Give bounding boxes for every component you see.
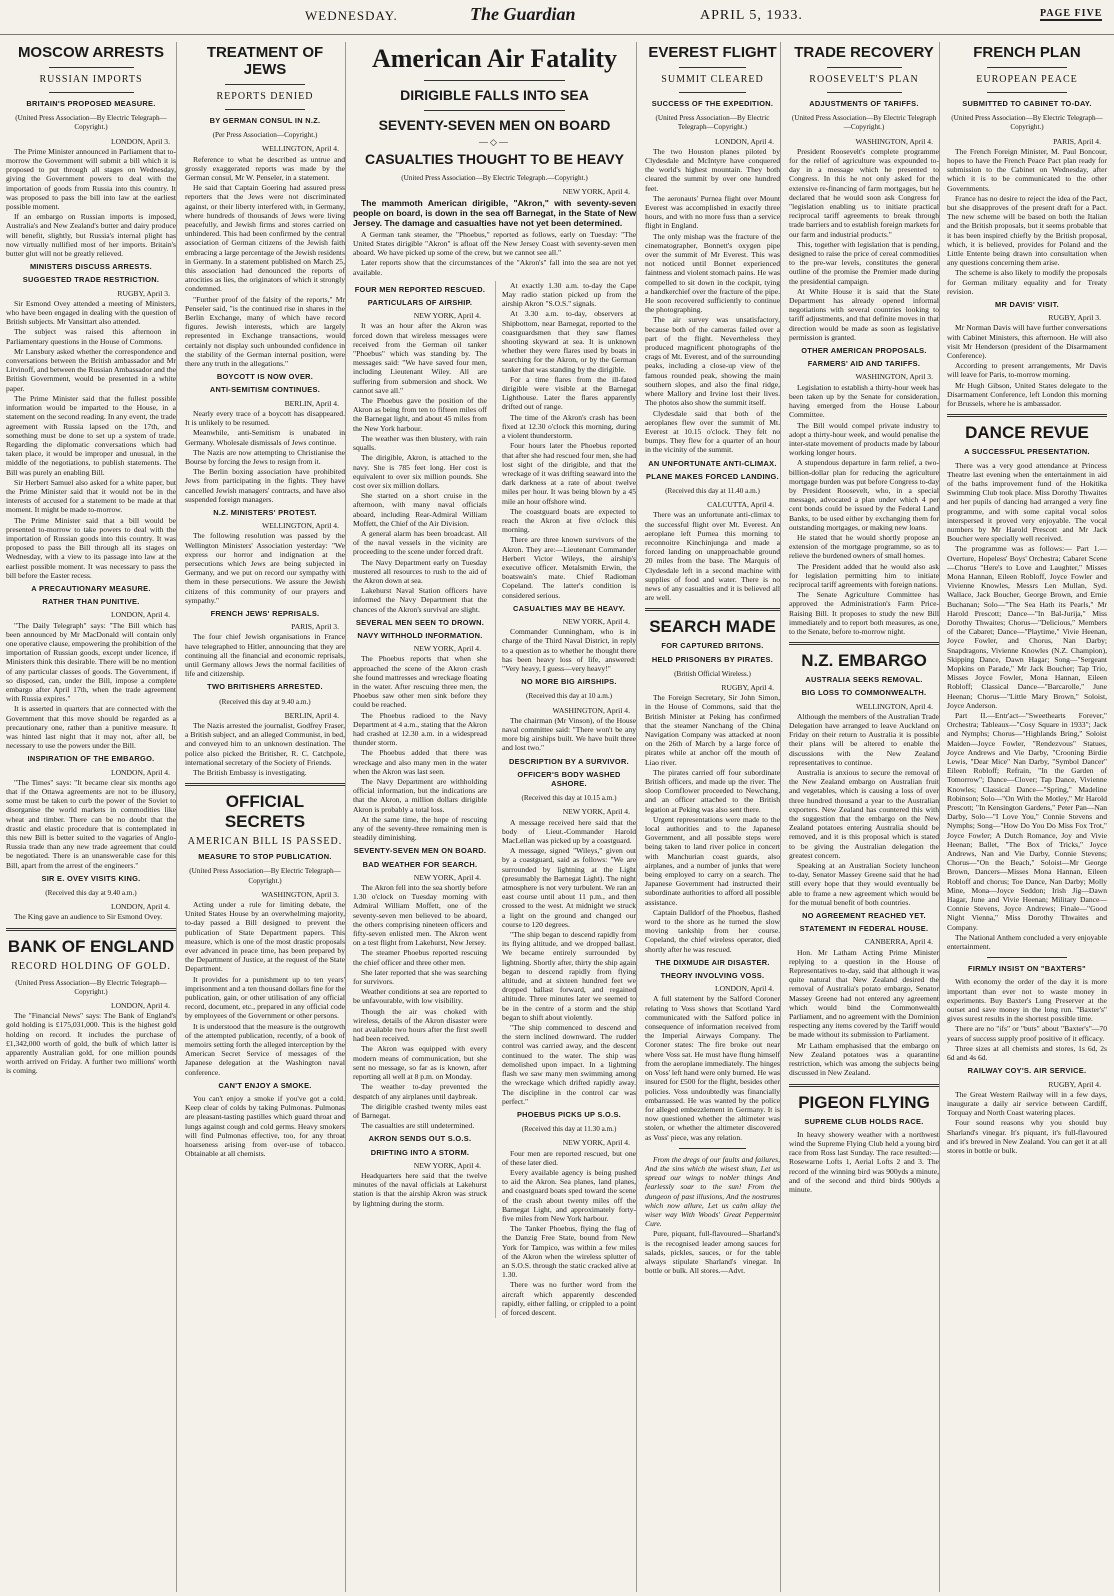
deck: SUCCESS OF THE EXPEDITION. — [651, 99, 774, 108]
paragraph: Acting under a rule for limiting debate, the United States House by an overwhelming majority, to-day passed a Bill designed to prevent the publication of State Department papers. This measure, which is one of the most drastic proposals ever advanced in peace time, has been prepared by the Department of Justice, at the request of the State Department. — [185, 900, 345, 974]
paragraph: "Further proof of the falsity of the reports," Mr Penseler said, "is the continued rise in shares in the Berlin Exchange, many of which have record figures. Jewish interests, which are largely represented in Exchange transactions, would certainly not display such unbounded confidence in the stability of the German internal position, were there any truth in the allegations." — [185, 294, 345, 369]
dateline: NEW YORK, April 4. — [562, 1138, 630, 1148]
divider — [947, 414, 1107, 417]
paragraph: The Phoebus added that there was wreckage and also many men in the water when the Akron was last seen. — [353, 748, 487, 776]
subhead: SEVENTY-SEVEN MEN ON BOARD — [378, 117, 611, 133]
paragraph: Later reports show that the circumstances of the "Akron's" fall into the sea are not yet available. — [353, 258, 636, 277]
deck: PHOEBUS PICKS UP S.O.S. — [516, 1109, 622, 1119]
subhead: SUMMIT CLEARED — [661, 74, 764, 85]
deck: DRIFTING INTO A STORM. — [370, 1147, 470, 1157]
divider — [827, 92, 902, 93]
subcolumn-left — [353, 281, 487, 1318]
paragraph: "The Daily Telegraph" says: "The Bill which has been announced by Mr MacDonald will contain only one operative clause, empowering the prohibition of the importation of Russian goods, except under licence, if Ministers think this desirable. There will be no mention of any particular classes of goods. The Government, if so disposed, can, under the Bill, impose a complete embargo after April 17th, when the trade agreement with Russia expires." — [6, 620, 176, 704]
masthead — [0, 0, 1114, 35]
paragraph: Lakehurst Naval Station officers have informed the Navy Department that the chances of the Akron's survival are slight. — [353, 586, 487, 614]
headline-search-made: SEARCH MADE — [649, 617, 776, 637]
paragraph: Nearly every trace of a boycott has disappeared. It is unlikely to be resumed. — [185, 408, 345, 428]
paragraph: The Berlin boxing association have prohibited Jews from participating in the fights. They have cancelled Jewish managers' contracts, and have also suspended foreign managers. — [185, 467, 345, 504]
headline-dance-revue: DANCE REVUE — [965, 423, 1089, 443]
deck: BOYCOTT IS NOW OVER. — [216, 372, 314, 382]
headline-official-secrets: OFFICIAL SECRETS — [224, 792, 306, 832]
paragraph: Commander Cunningham, who is in charge of the Third Naval District, in reply to a question as to whether he thought there has been heavy loss of life, answered: "Very heavy, I guess—very heavy!" — [502, 627, 636, 673]
dateline: WELLINGTON, April 4. — [261, 521, 339, 531]
dateline: LONDON, April 4. — [714, 136, 774, 146]
divider — [424, 110, 566, 111]
received-line: (Received this day at 10 a.m.) — [525, 692, 613, 701]
divider — [49, 67, 134, 68]
paragraph: It provides for a punishment up to ten years' imprisonment and a ten thousand dollars fine for the publication, gain, or other utilisation of any official record, document, etc., prepared in any official code by employees of the Government or other persons. — [185, 974, 345, 1021]
divider — [185, 783, 345, 786]
paragraph: Sir Esmond Ovey attended a meeting of Ministers, who have been engaged in dealing with the question of British subjects. Mr Vansittart also attended. — [6, 298, 176, 327]
advertisement-verse: From the dregs of our faults and failures, And the sins which the wisest shun, Let us spread our wings to nobler things And fearlessly soar to the sun! From the dungeon of past illusions, And the nostrums which now allure, Let us calm allay the wiser way With Woods' Great Peppermint Cure. — [645, 1154, 780, 1229]
column-2 — [185, 42, 346, 1592]
paragraph: The Prime Minister said that a bill would be presented to-morrow to take powers to deal with the importation of Russian goods into this country. It was proposed to pass the Bill through all its stages on Wednesday, with a view to its passage into law at the earliest possible moment. It was necessary to pass the bill before the Easter recess. — [6, 515, 176, 580]
paragraph: Hon. Mr Latham Acting Prime Minister replying to a question in the House of Representatives to-day, said that although it was quite natural that New Zealand desired the removal of Australia's potato embargo, Senator Massey Greene had not entered any agreement which would bind the Commonwealth Parliament, and no agreement with the Dominion respecting any items covered by the Tariff would be made without its submission to Parliament. — [789, 947, 939, 1040]
paragraph: The casualties are still undetermined. — [361, 1121, 475, 1131]
deck: NO AGREEMENT REACHED YET. — [802, 911, 926, 921]
paragraph: The air survey was unsatisfactory, because both of the cameras failed over a part of the flight. Nevertheless they produced magnificent photographs of the crags of Mt. Everest, and of the surrounding peaks, including a close-up view of the famous rounded peak, showing the main southern slopes, and also the final ridge, where Mallory and Irvine lost their lives. The photos also show the summit itself. — [645, 315, 780, 408]
headline-trade-recovery: TRADE RECOVERY — [794, 44, 934, 61]
dateline: RUGBY, April 3. — [117, 288, 170, 298]
advertisement-text: With economy the order of the day it is more important than ever not to waste money in experiments. Buy Baxter's Lung Preserver at the outset and save money in the long run. "Baxter's" gives surest results in the shortest possible time. — [947, 977, 1107, 1024]
dateline: WELLINGTON, April 4. — [855, 701, 933, 711]
deck: FOUR MEN REPORTED RESCUED. — [354, 284, 486, 294]
paragraph: The Phoebus reports that when she approached the scene of the Akron crash she found mattresses and wreckage floating in the water. After rescuing three men, the Phoebus saw other men sink before they could be reached. — [353, 654, 487, 710]
headline-pigeon-flying: PIGEON FLYING — [798, 1092, 930, 1112]
paragraph: The Nazis are now attempting to Christianise the Bourse by forcing the Jews to resign from it. — [185, 447, 345, 466]
paragraph: The Phoebus radioed to the Navy Department at 4 a.m., stating that the Akron had crashed at 12.30 a.m. in a widespread thunder storm. — [353, 710, 487, 748]
dateline: RUGBY, April 3. — [1048, 313, 1101, 323]
deck: AN UNFORTUNATE ANTI-CLIMAX. — [648, 458, 777, 468]
deck: STATEMENT IN FEDERAL HOUSE. — [799, 924, 929, 934]
divider — [789, 1084, 939, 1087]
column-4 — [645, 42, 781, 1592]
received-line: (Received this day at 11.30 a.m.) — [521, 1125, 617, 1134]
paragraph: The Tanker Phoebus, flying the flag of the Danzig Free State, bound from New York for Tampico, was within a few miles of the Akron when the wireless splutter of an S.O.S. through the static cracked alive at 1.30. — [502, 1224, 636, 1280]
deck: THEORY INVOLVING VOSS. — [660, 971, 765, 981]
dateline: CALCUTTA, April 4. — [707, 500, 774, 510]
paragraph: Reference to what he described as untrue and grossly exaggerated reports was made by the German consul, Mr W. Penseler, in a statement. — [185, 154, 345, 183]
masthead-day: WEDNESDAY. — [305, 8, 398, 23]
deck: HELD PRISONERS BY PIRATES. — [651, 654, 774, 664]
paragraph: The Akron was equipped with every modern means of communication, but she sent no message, so far as is known, after reporting all well at 8 p.m. on Monday. — [353, 1044, 487, 1082]
deck: SUPREME CLUB HOLDS RACE. — [804, 1116, 924, 1126]
paragraph: Sir Herbert Samuel also asked for a white paper, but the Prime Minister said that it would not be in the interests of accused for a statement to be made at that moment. It might be made to-morrow. — [6, 477, 176, 515]
deck: MEASURE TO STOP PUBLICATION. — [198, 852, 332, 862]
paragraph: Speaking at an Australian Society luncheon to-day, Senator Massey Greene said that he had still every hope that they would eventually be able to frame a new agreement which would be for the mutual benefit of both countries. — [789, 861, 939, 907]
subhead: AMERICAN BILL IS PASSED. — [187, 836, 343, 848]
dateline: NEW YORK, April 4. — [562, 807, 630, 817]
paragraph: She started on a short cruise in the afternoon, with many naval officials aboard, including Rear-Admiral William Moffett, the Chief of the Air Division. — [353, 491, 487, 528]
dateline: NEW YORK, April 4. — [562, 187, 630, 197]
paragraph: A German tank steamer, the "Phoebus," reported as follows, early on Tuesday: "The United States dirigible "Akron" is afloat off the New Jersey Coast with seventy-seven men aboard. We have picked up some of the crew, but we cannot see all." — [353, 229, 636, 258]
advertisement-text: Three sizes at all chemists and stores, 1s 6d, 2s 6d and 4s 6d. — [947, 1043, 1107, 1063]
deck: NO MORE BIG AIRSHIPS. — [521, 677, 617, 687]
paragraph: The steamer Phoebus reported rescuing the chief officer and three other men. — [353, 948, 487, 967]
credit-line: (United Press Association—By Electric Telegraph—Copyright.) — [15, 114, 167, 132]
paragraph: Four men are reported rescued, but one of these later died. — [502, 1148, 636, 1167]
credit-line: (United Press Association—By Electric Telegraph—Copyright.) — [189, 867, 341, 885]
paragraph: Mr Latham emphasised that the embargo on New Zealand potatoes was a quarantine restriction, which was among the subjects being discussed in New Zealand. — [789, 1040, 939, 1078]
dateline: WASHINGTON, April 3. — [855, 372, 933, 382]
received-line: (Received this day at 11.40 a.m.) — [665, 486, 760, 495]
column-5 — [789, 42, 940, 1592]
deck: FIRMLY INSIST ON "BAXTERS" — [968, 964, 1086, 974]
deck: BIG LOSS TO COMMONWEALTH. — [801, 688, 927, 698]
deck: CAN'T ENJOY A SMOKE. — [218, 1080, 312, 1090]
divider — [679, 67, 747, 68]
divider — [6, 928, 176, 931]
dateline: PARIS, April 4. — [1053, 136, 1101, 146]
headline-moscow-arrests: MOSCOW ARRESTS — [17, 44, 165, 61]
divider — [987, 67, 1067, 68]
masthead-page-number: PAGE FIVE — [1040, 8, 1103, 19]
paragraph: If an embargo on Russian imports is imposed, Australia's and New Zealand's butter and dairy produce will benefit, slightly, but Russia's internal plight has now virtually nullified most of her imports. Britain's butter glut will not be greatly relieved. — [6, 212, 176, 259]
paragraph: There was a very good attendance at Princess Theatre last evening when the entertainment in aid of the baths improvement fund of the Hokitika Swimming Club took place. Miss Dorothy Thwaites and her pupils of dancing had arranged a very fine programme, and with some capital vocal solos interspersed it proved very enjoyable. The vocal numbers by Mr Harold Prescott and Mr Jack Boucher were specially well received. — [947, 460, 1107, 544]
deck: ANTI-SEMITISM CONTINUES. — [209, 385, 321, 395]
divider — [49, 92, 134, 93]
deck: RAILWAY COY'S. AIR SERVICE. — [967, 1066, 1087, 1076]
divider — [827, 67, 902, 68]
paragraph: The pirates carried off four subordinate British officers, and made up the river. The sloop Cornflower proceeded to Newchang, and an officer attached to the British legation at Peking was also sent there. — [645, 767, 780, 814]
paragraph: Although the members of the Australian Trade Delegation have arranged to leave Auckland on Friday on their return to Australia it is possible their plans will be altered to enable the discussions with the New Zealand representatives to continue. — [789, 711, 939, 767]
paragraph: Captain Dalldorf of the Phoebus, flashed word to the shore as he turned the slow moving tankship from her course. Copeland, the chief wireless operator, died shortly after he was rescued. — [645, 907, 780, 954]
dateline: NEW YORK, April 4. — [413, 1160, 481, 1170]
deck: PLANE MAKES FORCED LANDING. — [646, 471, 779, 481]
subhead: RUSSIAN IMPORTS — [39, 74, 143, 85]
deck: MR DAVIS' VISIT. — [995, 300, 1059, 310]
deck: SUGGESTED TRADE RESTRICTION. — [22, 275, 160, 285]
deck: AUSTRALIA SEEKS REMOVAL. — [805, 675, 923, 685]
divider — [987, 957, 1067, 958]
deck: SEVERAL MEN SEEN TO DROWN. — [355, 617, 485, 627]
deck: BRITAIN'S PROPOSED MEASURE. — [26, 99, 156, 108]
paragraph: The Nazis arrested the journalist, Godfrey Fraser, a British subject, and an alleged Communist, in bed, and conveyed him to an unknown destination. The police also picked the Britisher, R. C. Catchpole, international secretary of the Society of Friends. — [185, 720, 345, 767]
subcolumn-right — [495, 281, 636, 1318]
received-line: (Received this day at 9.40 a.m.) — [45, 889, 137, 898]
paragraph: Weather conditions at sea are reported to be unfavourable, with low visibility. — [353, 987, 487, 1006]
paragraph: There was an unfortunate anti-climax to the successful flight over Mt. Everest. An aeroplane left Purnea this morning to reconnoitre Kinchinjunga and made a forced landing on unapproachable ground 20 miles from the base. The Marquis of Clydesdale left in a second machine with supplies of food and water. There is no news of any casualties and it is believed all are well. — [645, 510, 780, 603]
ornament: —◇— — [479, 137, 510, 147]
paragraph: The scheme is also likely to modify the proposals for German military equality and for Treaty revision. — [947, 268, 1107, 296]
dateline: NEW YORK, April 4. — [562, 616, 630, 626]
deck: FRENCH JEWS' REPRISALS. — [210, 608, 320, 618]
deck: OTHER AMERICAN PROPOSALS. — [801, 346, 927, 356]
column-3-air-fatality — [353, 42, 637, 1592]
dateline: WASHINGTON, April 4. — [552, 705, 630, 715]
paragraph: There are three known survivors of the Akron. They are:—Lieutenant Commander Herbert Victor Wileys, the airship's executive officer. Metalsmith Erwin, the boatswain's mate. Chief Radioman Copeland. The latter's condition is considered serious. — [502, 535, 636, 600]
dateline: LONDON, April 3. — [110, 136, 170, 146]
paragraph: The subject was raised this afternoon in Parliamentary questions in the House of Commons. — [6, 327, 176, 346]
credit-line: (United Press Association—By Electric Telegraph.—Copyright.) — [401, 174, 588, 183]
paragraph: The aeronauts' Purnea flight over Mount Everest was accomplished in exactly three hours, and with no more fuss than a service flight in England. — [645, 193, 780, 231]
paragraph: The French Foreign Minister, M. Paul Boncour, hopes to have the French Peace Pact plan ready for submission to the Cabinet on Wednesday, after which it is to be communicated to the other Governments. — [947, 146, 1107, 193]
paragraph: The dirigible, Akron, is attached to the navy. She is 785 feet long. Her cost is equivalent to over six million pounds. She cost over six million dollars. — [353, 453, 487, 490]
divider — [679, 1148, 747, 1149]
headline-everest-flight: EVEREST FLIGHT — [648, 44, 777, 61]
advertisement-text: Four sound reasons why you should buy Sharland's vinegar. It's piquant, it's full-flavoured and it's brewed in New Zealand. You can get it at all stores in bottle or bulk. — [947, 1118, 1107, 1155]
masthead-paper-name: The Guardian — [470, 4, 576, 24]
paragraph: The four chief Jewish organisations in France have telegraphed to Hitler, announcing that they are continuing all the financial and economic reprisals, until Germany allows Jews the normal facilities of life and citizenship. — [185, 632, 345, 679]
paragraph: The weather was then blustery, with rain squalls. — [353, 433, 487, 453]
headline-treatment-of-jews: TREATMENT OF JEWS — [206, 44, 324, 78]
divider — [225, 84, 305, 85]
subhead: RECORD HOLDING OF GOLD. — [11, 960, 171, 972]
divider — [987, 92, 1067, 93]
paragraph: Every available agency is being pushed to aid the Akron. Sea planes, land planes, and coastguard boats sped toward the scene of the crash about twenty miles off the Barnegat Light, and approximately forty-five miles from New York harbour. — [502, 1167, 636, 1223]
credit-line: (United Press Association—By Electric Telegraph—Copyright.) — [791, 114, 937, 132]
dateline: LONDON, April 4. — [110, 767, 170, 777]
dateline: LONDON, April 4. — [714, 984, 774, 994]
subhead: CASUALTIES THOUGHT TO BE HEAVY — [364, 151, 624, 168]
dateline: BERLIN, April 4. — [284, 398, 339, 408]
paragraph: France has no desire to reject the idea of the Pact, but she disapproves of the present draft for a Pact. The new scheme will be based on both the Italian and the British proposals, but it seems probable that it has been inspired chiefly by the British proposal, which, it is believed, provides for Poland and the Little Entente being drawn into consultation when any questions concerning them arise. — [947, 193, 1107, 268]
paragraph: Clydesdale said that both of the aeroplanes flew over the summit of Mt. Everest at 10.15 o'clock. They felt no bumps. They flew for a quarter of an hour in the vicinity of the summit. — [645, 408, 780, 455]
paragraph: Mr Lansbury asked whether the correspondence and conversations between the British ambassador and Mr Litvinoff, and between the Russian Ambassador and the British Government, would be presented in a white paper. — [6, 346, 176, 393]
paragraph: She later reported that she was searching for survivors. — [353, 967, 487, 987]
deck: THE DIXMUDE AIR DISASTER. — [655, 957, 770, 967]
deck: SIR E. OVEY VISITS KING. — [41, 873, 141, 883]
paragraph: A full statement by the Salford Coroner relating to Voss shows that Scotland Yard communicated with the Salford police in consequence of information received from the Imperial Airways Company. The Coroner states: The fire broke out near where Voss sat. He must have flung himself from the aeroplane immediately. The hinges on Voss' left hand were only burned. He was insured for £500 for the flight, besides other policies. Voss undoubtedly was financially embarrassed. He was wanted by the police for alleged embezzlement in Germany. It is now questioned whether the altimeter was stolen, or whether the altimeter discovered as Voss' piece, was any relation. — [645, 994, 781, 1142]
paragraph: The British Embassy is investigating. — [193, 768, 307, 777]
paragraph: "The ship began to descend rapidly from its flying altitude, and we dropped ballast. We became entirely surrounded by lightning. Shortly after, thirty the ship again began to descend rapidly from flying altitude, and at sixteen hundred feet we dropped ballast forward, and regained altitude. Three minutes later we seemed to be in the centre of a storm and the ship began to shift about violently. — [502, 930, 636, 1022]
paragraph: Mr Hugh Gibson, United States delegate to the Disarmament Conference, left London this morning for Brussels, where he is ambassador. — [947, 380, 1107, 409]
headline-bank-of-england: BANK OF ENGLAND — [7, 936, 175, 956]
received-line: (Received this day at 9.40 a.m.) — [219, 697, 311, 706]
paragraph: A message received here said that the body of Lieut.-Commander Harold MacLellan was picked up by a coastguard. — [502, 817, 636, 846]
paragraph: Legislation to establish a thirty-hour week has been taken up by the Senate for consideration, having emerged from the House Labour Committee. — [789, 382, 939, 420]
credit-line: (United Press Association—By Electric Telegraph—Copyright.) — [951, 114, 1103, 132]
dateline: NEW YORK, April 4. — [413, 311, 481, 321]
dateline: WELLINGTON, April 4. — [261, 144, 339, 154]
headline-american-air-fatality: American Air Fatality — [371, 44, 618, 73]
dateline: LONDON, April 4. — [110, 902, 170, 912]
paragraph: At exactly 1.30 a.m. to-day the Cape May radio station picked up from the airship Akron "S.O.S." signals. — [502, 280, 636, 309]
paragraph: "The ship commenced to descend and the stern inclined downward. The rudder control was carried away, and the descent continued to the water. The ship was demolished upon impact. In a lightning flash we saw many men swimming among the wreckage which drifted rapidly away. The discipline in the control car was perfect." — [502, 1023, 636, 1106]
paragraph: The programme was as follows:— Part 1.—Overture, Hopeless' Boys' Orchestra; Cabaret Scene—Chorus "Here's to Love and Laughter," Misses Mona Hannan, Eileen Robloff, Joyce Fowler and Vivienne Knowles, Messrs Len Mullan, Syd. Wallace, Jack Boucher, George Brown, and Ernie Buchanan; Solo—"The Sea Hath its Pearls," Mr Harold Prescott; Dance—"In Bal-Jurija," Miss Dorothy Thwaites; Chorus—"Delicious," Members of the Cabaret; Dance—"Playtime," Vivie Heenan, Joyce Fowler, and Chorus, Nan Darby; Snapdragons, Vivienne Knowles (N.Z. Champion), Skipping Dance, Dawn Hagar; Song—"Sergeant Mopkins on Parade," Mr Jack Boucher; Tap Trio, Misses Joyce Fowler, Mona Hannan, Eileen Robloff; Classical Dance—"Barcarolle," June Heenan; Chorus—"Little Mary Brown," Soloist, Joyce Anderson. — [947, 544, 1107, 710]
deck: NAVY WITHHOLD INFORMATION. — [357, 630, 483, 640]
paragraph: Mr Norman Davis will have further conversations with Cabinet Ministers, this afternoon. He will also visit Mr Henderson (president of the Disarmament Conference). — [947, 323, 1107, 361]
paragraph: According to present arrangements, Mr Davis will leave for Paris, to-morrow morning. — [947, 361, 1107, 380]
paragraph: The only mishap was the fracture of the cinematographer, Bonnett's oxygen pipe over the summit of Mr Everest. This was not noticed until Bonnet experienced faintness and violent stomach pains. He was compelled to sit down in the cockpit, tying a handkerchief over the fracture of the pipe. He soon recovered sufficiently to continue the photographing. — [645, 231, 780, 315]
paragraph: The Prime Minister said that the fullest possible information would be imparted to the House, in a statement on the second reading. In any event, the trade agreement with Russia lapsed on the 17th, and something must be done to set up a system of trade. Regarding the diplomatic conversations which had taken place, it would be improper and unusual, in the middle of the negotiations, to publish statements. The Bill was purely an enabling Bill. — [6, 393, 176, 477]
deck: BY GERMAN CONSUL IN N.Z. — [209, 116, 321, 125]
paragraph: This, together with legislation that is pending, designed to raise the price of cereal commodities to the pre-war levels, constitutes the general outline of the promise the Premier made during the presidential campaign. — [789, 239, 939, 286]
paragraph: A stupendous departure in farm relief, a two-billion-dollar plan for reducing the agriculture mortgage burden was put before Congress to-day by President Roosevelt, who, in a special message, advocated a plan under which 4 per cent bonds could be issued by the Federal Land Banks, to be used either by exchanging them for outstanding mortgages, or making new loans. — [789, 458, 939, 532]
paragraph: At the same time, the hope of rescuing any of the seventy-three remaining men is steadily diminishing. — [353, 814, 487, 843]
advertisement-text: You can't enjoy a smoke if you've got a cold. Keep clear of colds by taking Pulmonas. Pulmonas are pleasant-tasting pastilles which guard throat and lungs against cough and cold germs. Heavy smokers will find Pulmonas effective, too, for any throat hoarseness arising from over-use of tobacco. Obtainable at all chemists. — [185, 1094, 345, 1159]
paragraph: He said that Captain Goering had assured press reporters that the Jews were not discriminated against, or their liberty interfered with, in Germany, where hundreds of thousands of Jews were living peacefully, and Jewish firms and stores carried on unhindered. This had been confirmed by the central association of German citizens of the Jewish faith embracing a large percentage of the Jewish residents in Germany. In a statement published on March 25, this association had denounced the reports of atrocities as lies, the originators of which it strongly condemned. — [185, 183, 345, 294]
subhead: REPORTS DENIED — [216, 91, 314, 102]
paragraph: The time of the Akron's crash has been fixed at 12.30 o'clock this morning, during a violent thunderstorm. — [502, 412, 636, 441]
paragraph: The National Anthem concluded a very enjoyable entertainment. — [947, 932, 1107, 952]
paragraph: The Senate Agriculture Committee has approved the Administration's Farm Price-Raising Bill. It proposes to study the new Bill immediately and to report both measures, as one, to the Senate, before to-morrow night. — [789, 590, 939, 636]
dateline: BERLIN, April 4. — [284, 710, 339, 720]
column-6 — [947, 42, 1107, 1592]
paragraph: Part II.—Entr'act—"Sweethearts Forever," Orchestra; Tableaux—"Cosy Square in 1933"; Jack and Nymphs; Chorus—"Highlands Bring," Soloist Maiden—Joyce Fowler, "Rendezvous" Statues, Joyce Andrews and Vie Darby, "Crooning Birdie Lewis, "Dear Mice" Nan Darby, "Symbol Dancer" Eileen Robloff; Refrain, "In the Garden of Tomorrow"; Dance—Clover; Tap Dance, Vivienne Knowles; Classical Dance—"Spring," Madeline Robinson; Solo—"On With the Motley," Mr Harold Prescott; "In Kensington Gardens," Peter Pan—Nan Darby, Solo—"I Love You," Connie Stevens and Nymphs; Song—"How Do You Do Miss Fox Trot," Joyce Fowler; A Dutch Romance, Joy and Vivie Heenan; Ballet, "The Box of Tricks," Joyce Andrews, Nan and Vie Darby, Connie Stevens; Chorus—"On the Beach," Soloist—Mr George Brown, Dancers—Misses Mona Hannan, Eileen Robloff and chorus; Toe Dance, Nan Darby; Molly Mine, Mona—Joyce Seddon; Irish Jig—Dawn Hagar, June and Vivie Heenan; Military Dance—Connie Stevens, Joyce Andrews; Finale—"Good Night Vienna," Miss Dorothy Thwaites and Company. — [947, 710, 1107, 932]
credit-line: (United Press Association—By Electric Telegraph—Copyright.) — [15, 978, 167, 996]
dateline: PARIS, April 3. — [291, 622, 339, 632]
paragraph: It is understood that the measure is the outgrowth of the attempted publication, recently, of a book of memoirs setting forth the alleged interception by the American Secret Service of messages of the Japanese delegation at the Washington naval conference. — [185, 1021, 345, 1077]
deck: DESCRIPTION BY A SURVIVOR. — [509, 756, 629, 766]
newspaper-columns — [0, 42, 1114, 1592]
dateline: NEW YORK, April 4. — [413, 644, 481, 654]
paragraph: The "Financial News" says: The Bank of England's gold holding is £175,031,000. This is the highest gold holding on record. It includes the purchase of £1,342,000 worth of gold, the bulk of which latter is apparently Australian gold, for one million pounds worth arrived on Friday. A further two millions' worth is coming. — [6, 1011, 176, 1076]
paragraph: The following resolution was passed by the Wellington Ministers' Association yesterday: "We express our horror and indignation at the persecutions which Jews are being subjected in Germany, and we put on record our sympathy with them in these persecutions. We assure the Jewish citizens of this community of our prayers and sympathy." — [185, 531, 345, 605]
headline-french-plan: FRENCH PLAN — [973, 44, 1081, 61]
paragraph: Australia is anxious to secure the removal of the New Zealand embargo on Australian fruit and vegetables, which is causing a loss of over three hundred thousand a year to the Australian exporters. New Zealand has countered this with the suggestion that the embargo on the New Zealand potatoes entering Australia should be removed, and it is this proposal which is stated to be giving the Australian delegation the greatest concern. — [789, 768, 939, 860]
deck: INSPIRATION OF THE EMBARGO. — [27, 754, 155, 764]
paragraph: President Roosevelt's complete programme for the relief of agriculture was expounded to-day in a message which he presented to Congress. In this he not only asked for the extensive re-financing of farm mortgages, but he declared that he would soon ask Congress for "legislation enabling us to initiate practical reciprocal tariff agreements to break through trade barriers and to establish foreign markets for our farm and industrial products." — [789, 146, 939, 239]
dateline: LONDON, April 4. — [110, 1001, 170, 1011]
headline-nz-embargo: N.Z. EMBARGO — [801, 651, 927, 671]
deck: SUBMITTED TO CABINET TO-DAY. — [962, 99, 1092, 108]
paragraph: Meanwhile, anti-Semitism is unabated in Germany. Wholesale dismissals of Jews continue. — [185, 428, 345, 447]
credit-line: (British Official Wireless.) — [674, 669, 751, 678]
paragraph: Urgent representations were made to the local authorities and to the Japanese Government, and all possible steps were being taken to land river police in concert with Manchurian coast guards, also airplanes, and a number of junks that were being employed to carry on a search. The Japanese Government had instructed their subordinate authorities to afford all possible assistance. — [645, 814, 780, 907]
paragraph: "The Times" says: "It became clear six months ago that if the Ottawa agreements are not to be illusory, some must be taken to curb the power of the Soviet to disorganise the world markets in commodities like wheat and timber. There can be no doubt that the drastic and elastic procedure that is contemplated in this new Bill is better suited to the vagaries of Anglo-Russia trade than any new trade agreement that could be negotiated. There is an unanswerable case for this Bill, apart from the arrest of the engineers." — [6, 777, 176, 870]
deck: N.Z. MINISTERS' PROTEST. — [213, 507, 317, 517]
masthead-date: APRIL 5, 1933. — [700, 8, 803, 23]
deck: RATHER THAN PUNITIVE. — [42, 597, 140, 607]
dateline: WASHINGTON, April 4. — [855, 136, 933, 146]
dateline: NEW YORK, April 4. — [413, 872, 481, 882]
paragraph: For a time flares from the ill-fated dirigible were visible at the Barnegat Lighthouse. Later the flares apparently drifted out of range. — [502, 374, 636, 412]
paragraph: Headquarters here said that the twelve minutes of the naval officials at Lakehurst station is that the airship Akron was struck by lightning during the storm. — [353, 1170, 487, 1208]
paragraph: The Great Western Railway will in a few days, inaugurate a daily air service between Cardiff, Torquay and North Coast watering places. — [947, 1089, 1107, 1118]
deck: AKRON SENDS OUT S.O.S. — [368, 1134, 472, 1144]
subhead: EUROPEAN PEACE — [976, 74, 1078, 85]
deck: A SUCCESSFUL PRESENTATION. — [964, 447, 1090, 457]
subhead: DIRIGIBLE FALLS INTO SEA — [400, 87, 589, 103]
dateline: RUGBY, April 4. — [721, 682, 774, 692]
lead-paragraph: The mammoth American dirigible, "Akron," with seventy-seven people on board, is down in the sea off Barnegat, in the State of New Jersey. The damage and casualties have not yet been determined. — [353, 197, 636, 229]
dateline: CANBERRA, April 4. — [864, 937, 933, 947]
deck: SEVENTY-SEVEN MEN ON BOARD. — [353, 846, 487, 856]
paragraph: Four hours later the Phoebus reported that after she had rescued four men, she had lost sight of the dirigible, and that the wreckage of it was drifting seaward into the dark darkness at a rate of about twelve miles per hour. It was being blown by a 45 mile an hour offshore wind. — [502, 441, 636, 506]
paragraph: The dirigible crashed twenty miles east of Barnegat. — [353, 1101, 487, 1120]
deck: TWO BRITISHERS ARRESTED. — [207, 682, 323, 692]
divider — [645, 608, 780, 611]
credit-line: (United Press Association—By Electric Telegraph—Copyright.) — [655, 114, 770, 132]
advertisement-text: Pure, piquant, full-flavoured—Sharland's is the recognised leader among sauces for salads, pickles, sauces, or for the table always stipulate Sharland's vinegar. In bottle or bulk. All stores.—Advt. — [645, 1229, 780, 1276]
paragraph: The Prime Minister announced in Parliament that to-morrow the Government will submit a bill which it is proposed to put through all stages on Wednesday, giving the Government powers to deal with the importation of goods from Russia into this country. It was proposed to pass the bill into law at the earliest possible moment. — [6, 146, 176, 212]
paragraph: In heavy showery weather with a northwest wind the Supreme Flying Club held a young bird race from Ross last Sunday. The race resulted:— Rosewarne Lofts 1, Aerial Lofts 2 and 3. The record of the winning bird was 900yds a minute, and of the second and third birds 900yds a minute. — [789, 1129, 939, 1194]
deck: CASUALTIES MAY BE HEAVY. — [512, 603, 626, 613]
paragraph: The weather to-day prevented the despatch of any airplanes until daybreak. — [353, 1082, 487, 1101]
deck: FOR CAPTURED BRITONS. — [661, 641, 764, 651]
received-line: (Received this day at 10.15 a.m.) — [521, 794, 617, 803]
paragraph: The Foreign Secretary, Sir John Simon, in the House of Commons, said that the British Minister at Peking has confirmed that the steamer Nanchang of the China Navigation Company was attacked at noon on the 26th of March by a large force of pirates while at anchor off the mouth of Liao river. — [645, 693, 780, 767]
paragraph: A general alarm has been broadcast. All of the naval vessels in the vicinity are proceeding to the scene under forced draft. — [353, 528, 487, 557]
paragraph: The President added that he would also ask for legislation permitting him to initiate reciprocal tariff agreements with foreign nations. — [789, 561, 939, 589]
paragraph: At 3.30 a.m. to-day, observers at Shipbottom, near Barnegat, reported to the coastguardsmen that they saw flames shooting skyward at sea. It is unknown whether they were flares used by boats in searching for the Akron, or by the German tanker that was standing by the dirigible. — [502, 309, 636, 374]
divider — [789, 642, 939, 645]
deck: FARMERS' AID AND TARIFFS. — [807, 359, 921, 369]
paragraph: Though the air was choked with wireless, details of the Akron disaster were not available two hours after the first swell had been received. — [353, 1006, 487, 1044]
deck: A PRECAUTIONARY MEASURE. — [31, 583, 151, 593]
column-1 — [6, 42, 177, 1592]
subhead: ROOSEVELT'S PLAN — [809, 74, 919, 85]
deck: ADJUSTMENTS OF TARIFFS. — [809, 99, 919, 108]
divider — [679, 92, 747, 93]
dateline: RUGBY, April 4. — [1048, 1079, 1101, 1089]
paragraph: He stated that he would shortly propose an extension of the mortgage programme, so as to relieve the burdened owners of small homes. — [789, 532, 939, 561]
divider — [225, 109, 305, 110]
paragraph: At White House it is said that the State Department has already opened informal negotiations with several countries looking to tariff adjustments, and that definite moves in that direction would be made as soon as legislative permission is granted. — [789, 286, 939, 342]
advertisement-text: There are no "ifs" or "buts" about "Baxter's"—70 years of success supply proof positive of it efficacy. — [947, 1024, 1107, 1043]
paragraph: The two Houston planes piloted by Clydesdale and McIntyre have conquered the world's highest mountain. They both cleared the summit by over one hundred feet. — [645, 146, 780, 193]
paragraph: The Navy Department early on Tuesday mustered all resources to rush to the aid of the Akron down at sea. — [353, 557, 487, 585]
deck: BAD WEATHER FOR SEARCH. — [362, 859, 478, 869]
paragraph: The Phoebus gave the position of the Akron as being from ten to fifteen miles off the Barnegat light, and about 45 miles from the New York harbour. — [353, 396, 487, 433]
paragraph: The chairman (Mr Vinson), of the House naval committee said: "There won't be any more big airships built. We have built three and lost two." — [502, 715, 636, 753]
dateline: LONDON, April 4. — [110, 610, 170, 620]
deck: PARTICULARS OF AIRSHIP. — [367, 298, 473, 308]
paragraph: The Navy Department are withholding official information, but the indications are that the Akron, a million dollars dirigible Akron is probably a total loss. — [353, 777, 487, 814]
paragraph: The coastguard boats are expected to reach the Akron at five o'clock this morning. — [502, 506, 636, 535]
divider — [424, 80, 566, 81]
two-column-body — [353, 281, 636, 1318]
paragraph: A message, signed "Wileys," given out by a coastguard, said as follows: "We are surrounded by lightning at the Light (presumably the Barnegat Light). The night atmosphere is not very turbulent. We ran an east course until about 11 p.m., and then crossed to the west. At midnight we struck a light on the ground and changed our course to 120 degrees. — [502, 846, 636, 929]
paragraph: It was an hour after the Akron was forced down that wireless messages were received from the German oil tanker "Phoebus" which was standing by. The messages said: "We have saved four men, including Lieutenant Wiley. All are suffering from submersion and shock. We cannot save all." — [353, 321, 487, 395]
paragraph: The Akron fell into the sea shortly before 1.30 o'clock on Tuesday morning with Admiral William Moffett, one of the seventy-seven men believed to be aboard, the others comprising nineteen officers and fifty-seven enlisted men. The Akron went on a test flight from Lakehurst, New Jersey. — [353, 883, 487, 948]
paragraph: The King gave an audience to Sir Esmond Ovey. — [14, 912, 163, 922]
deck: MINISTERS DISCUSS ARRESTS. — [29, 262, 153, 272]
paragraph: It is asserted in quarters that are connected with the Government that this move should be regarded as a precautionary one, rather than a punitive measure. It was hinted last night that it may not, after all, be necessary to use the powers under the Bill. — [6, 704, 176, 751]
deck: OFFICER'S BODY WASHED ASHORE. — [517, 769, 621, 788]
paragraph: The Bill would compel private industry to adopt a thirty-hour week, and would penalise the inter-state movement of products made by labour working longer hours. — [789, 420, 939, 458]
dateline: WASHINGTON, April 3. — [261, 889, 339, 899]
credit-line: (Per Press Association—Copyright.) — [212, 131, 318, 140]
paragraph: There was no further word from the aircraft which apparently descended rapidly, either falling, or crippled to a point of forced descent. — [502, 1280, 636, 1317]
